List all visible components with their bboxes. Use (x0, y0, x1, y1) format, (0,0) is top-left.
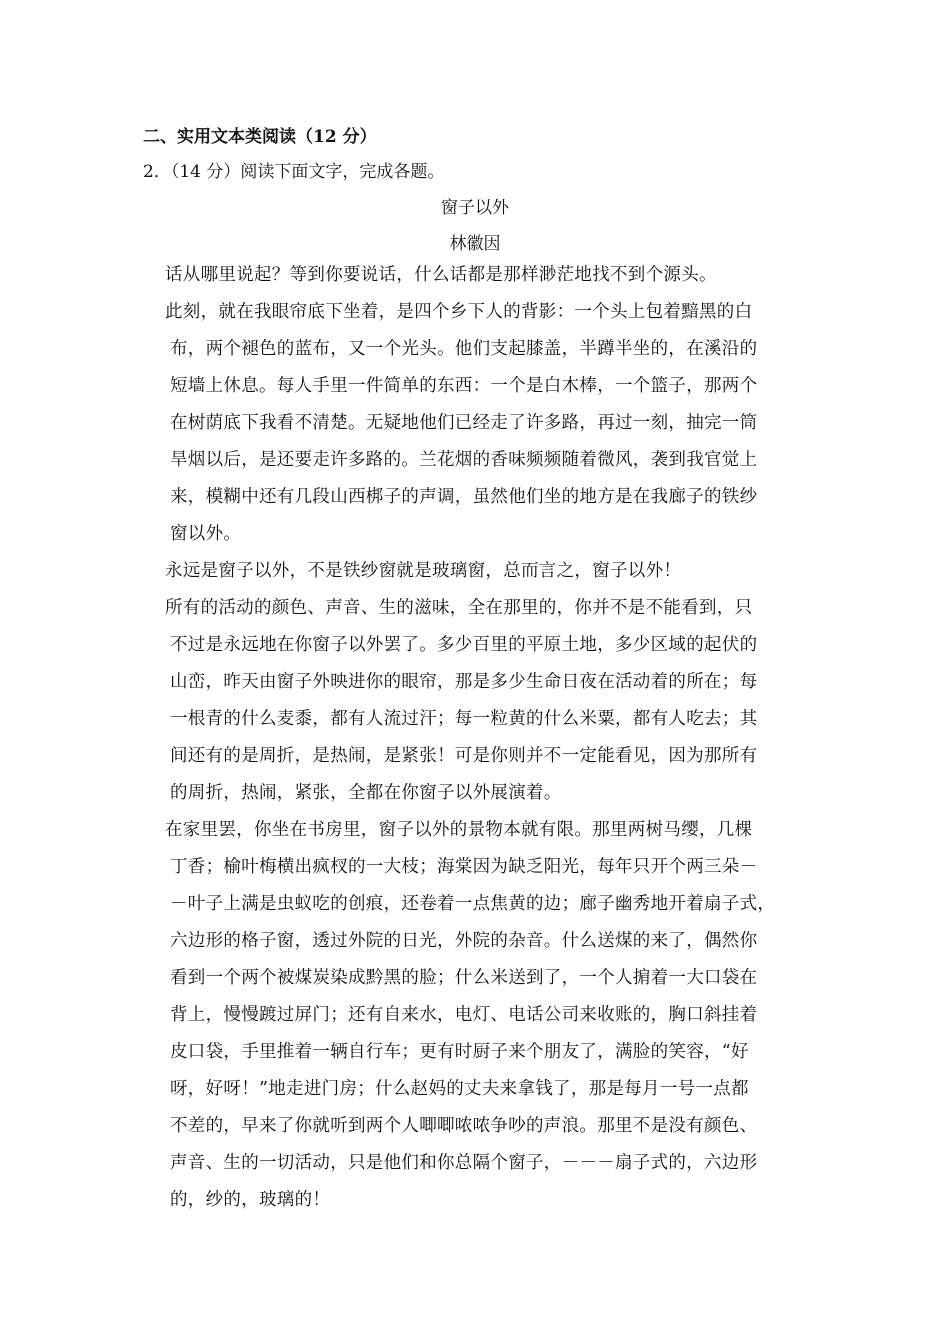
article-line: 不过是永远地在你窗子以外罢了。多少百里的平原土地，多少区域的起伏的 (170, 635, 758, 655)
article-line: 丁香；榆叶梅横出疯杈的一大枝；海棠因为缺乏阳光，每年只开个两三朵－ (170, 857, 758, 877)
article-line: 所有的活动的颜色、声音、生的滋味，全在那里的，你并不是不能看到，只 (165, 598, 753, 618)
article-line: 永远是窗子以外，不是铁纱窗就是玻璃窗，总而言之，窗子以外！ (165, 561, 682, 581)
article-line: 短墙上休息。每人手里一件简单的东西：一个是白木棒，一个篮子，那两个 (170, 376, 758, 396)
article-line: －叶子上满是虫蚁吃的创痕，还卷着一点焦黄的边；廊子幽秀地开着扇子式， (170, 894, 776, 914)
article-line: 不差的，早来了你就听到两个人唧唧哝哝争吵的声浪。那里不是没有颜色、 (170, 1116, 758, 1136)
article-title: 窗子以外 (441, 198, 509, 218)
article-line: 声音、生的一切活动，只是他们和你总隔个窗子，－－－扇子式的，六边形 (170, 1153, 758, 1173)
article-line: 皮口袋，手里推着一辆自行车；更有时厨子来个朋友了，满脸的笑容，“好 (170, 1042, 749, 1062)
article-line: 在家里罢，你坐在书房里，窗子以外的景物本就有限。那里两树马缨，几棵 (165, 820, 753, 840)
article-line: 在树荫底下我看不清楚。无疑地他们已经走了许多路，再过一刻，抽完一筒 (170, 413, 758, 433)
article-line: 的周折，热闹，紧张，全都在你窗子以外展演着。 (170, 783, 562, 803)
section-heading: 二、实用文本类阅读（12 分） (143, 127, 377, 147)
article-line: 此刻，就在我眼帘底下坐着，是四个乡下人的背影：一个头上包着黯黑的白 (165, 302, 753, 322)
article-line: 旱烟以后，是还要走许多路的。兰花烟的香味频频随着微风，袭到我官觉上 (170, 450, 758, 470)
article-line: 间还有的是周折，是热闹，是紧张！可是你则并不一定能看见，因为那所有 (170, 746, 758, 766)
article-line: 窗以外。 (170, 524, 242, 544)
article-line: 一根青的什么麦黍，都有人流过汗；每一粒黄的什么米粟，都有人吃去；其 (170, 709, 758, 729)
article-line: 的，纱的，玻璃的！ (170, 1190, 331, 1210)
article-author: 林徽因 (449, 234, 501, 254)
article-line: 呀，好呀！”地走进门房；什么赵妈的丈夫来拿钱了，那是每月一号一点都 (170, 1079, 749, 1099)
article-line: 背上，慢慢踱过屏门；还有自来水，电灯、电话公司来收账的，胸口斜挂着 (170, 1005, 758, 1025)
question-intro: 2．（14 分）阅读下面文字，完成各题。 (143, 162, 445, 182)
article-line: 山峦，昨天由窗子外映进你的眼帘，那是多少生命日夜在活动着的所在；每 (170, 672, 758, 692)
article-line: 看到一个两个被煤炭染成黔黑的脸；什么米送到了，一个人掮着一大口袋在 (170, 968, 758, 988)
article-line: 布，两个褪色的蓝布，又一个光头。他们支起膝盖，半蹲半坐的，在溪沿的 (170, 339, 758, 359)
article-line: 话从哪里说起？等到你要说话，什么话都是那样渺茫地找不到个源头。 (165, 265, 717, 285)
article-line: 六边形的格子窗，透过外院的日光，外院的杂音。什么送煤的来了，偶然你 (170, 931, 758, 951)
article-line: 来，模糊中还有几段山西梆子的声调，虽然他们坐的地方是在我廊子的铁纱 (170, 487, 758, 507)
